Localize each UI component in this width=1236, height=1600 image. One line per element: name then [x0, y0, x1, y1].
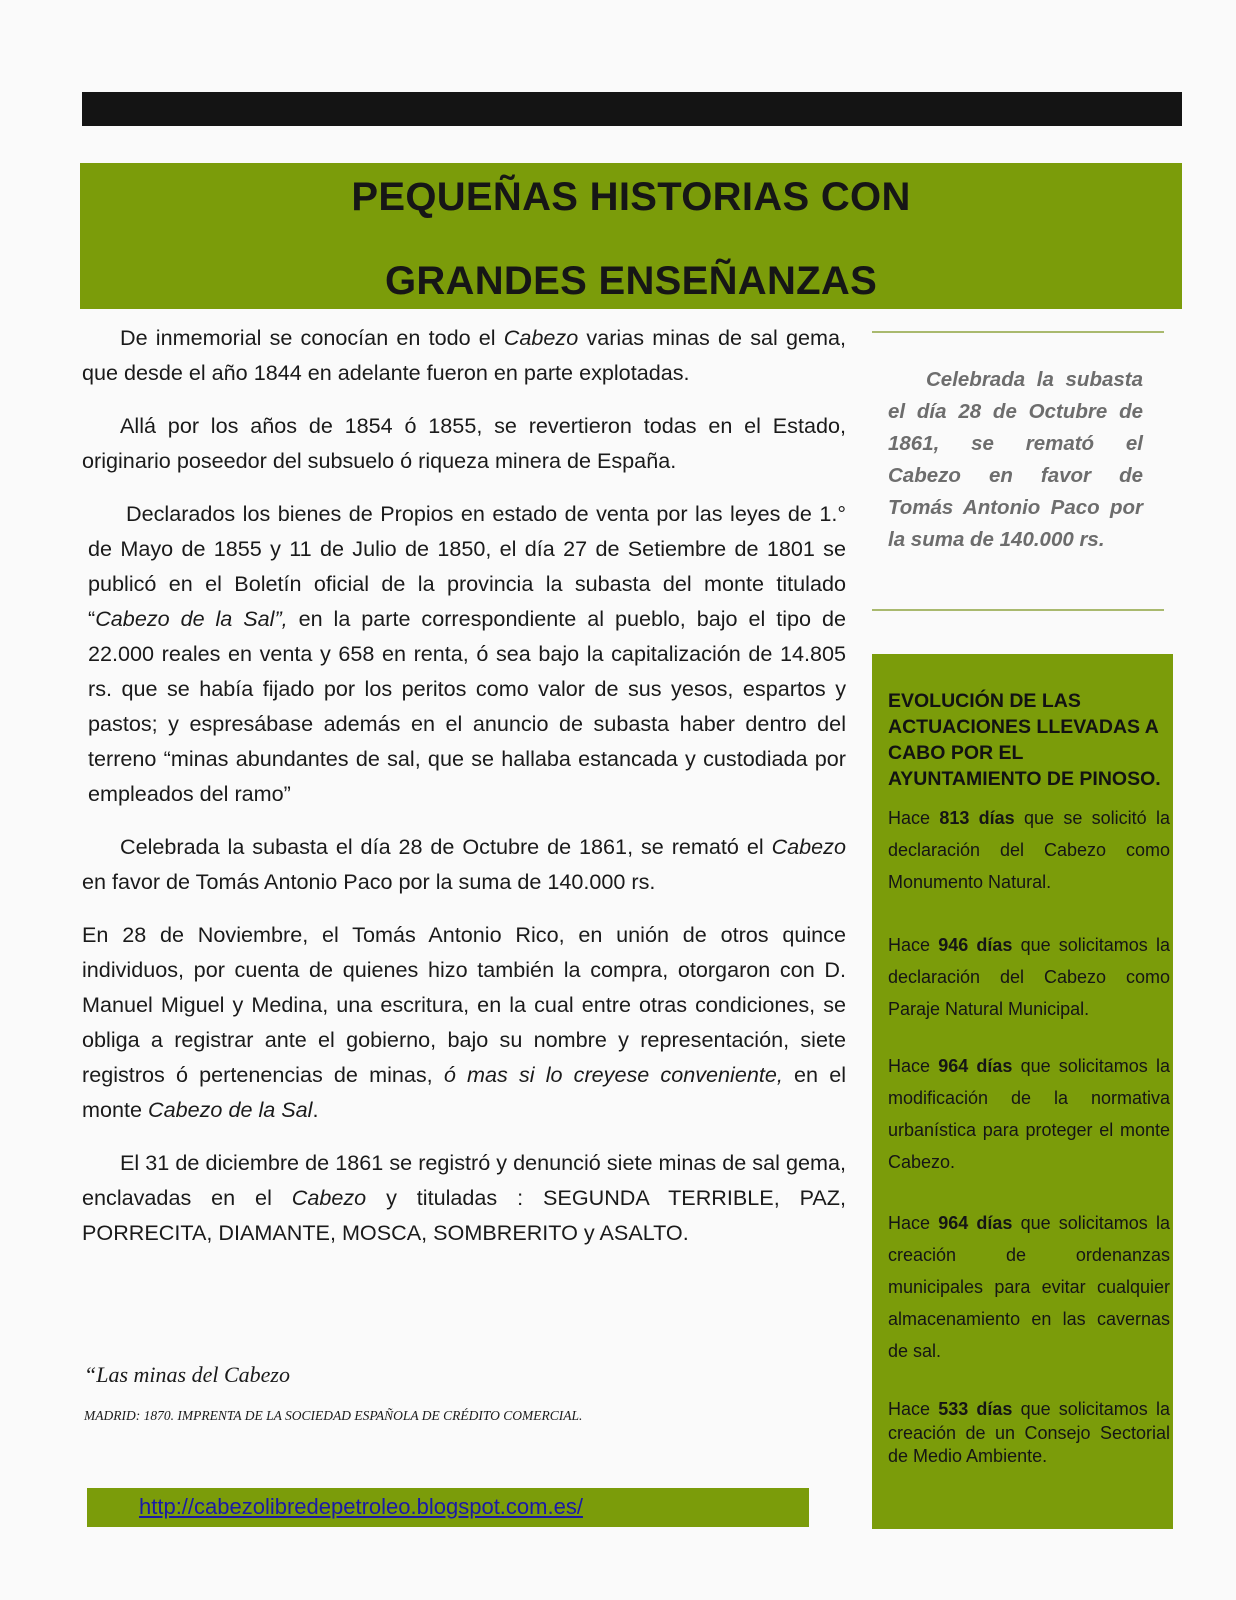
top-black-bar: [82, 92, 1182, 126]
article-paragraph-2: Allá por los años de 1854 ó 1855, se revertieron todas en el Estado, originario poseedor del subsuelo ó riqueza minera de España.: [82, 413, 846, 473]
article-body: [82, 320, 846, 1268]
sidebar-item: Hace 964 días que solicitamos la creación de ordenanzas municipales para evitar cualquier almacenamiento en las cavernas de sal.: [888, 1213, 1170, 1361]
url-banner: [87, 1488, 809, 1527]
sidebar-heading: EVOLUCIÓN DE LAS ACTUACIONES LLEVADAS A CABO POR EL AYUNTAMIENTO DE PINOSO.: [888, 690, 1161, 790]
article-paragraph-4: Celebrada la subasta el día 28 de Octubre de 1861, se remató el Cabezo en favor de Tomás Antonio Paco por la suma de 140.000 rs.: [82, 834, 846, 894]
source-title: “Las minas del Cabezo: [84, 1362, 290, 1387]
actions-sidebar: [872, 654, 1173, 1529]
pull-quote: Celebrada la subasta el día 28 de Octubre de 1861, se remató el Cabezo en favor de Tomás Antonio Paco por la suma de 140.000 rs.: [888, 368, 1143, 551]
sidebar-item: Hace 964 días que solicitamos la modificación de la normativa urbanística para proteger el monte Cabezo.: [888, 1056, 1170, 1172]
page-title-line-1: PEQUEÑAS HISTORIAS CON: [351, 175, 911, 219]
sidebar-item: Hace 813 días que se solicitó la declaración del Cabezo como Monumento Natural.: [888, 808, 1170, 892]
article-paragraph-3: Declarados los bienes de Propios en estado de venta por las leyes de 1.° de Mayo de 1855 y 11 de Julio de 1850, el día 27 de Setiembre de 1801 se publicó en el Boletín oficial de la provincia la subasta del monte titulado “Cabezo de la Sal”, en la parte correspondiente al pueblo, bajo el tipo de 22.000 reales en venta y 658 en renta, ó sea bajo la capitalización de 14.805 rs. que se había fijado por los peritos como valor de sus yesos, espartos y pastos; y espresábase además en el anuncio de subasta haber dentro del terreno “minas abundantes de sal, que se hallaba estancada y custodiada por empleados del ramo”: [88, 501, 846, 806]
blog-link[interactable]: http://cabezolibredepetroleo.blogspot.com.es/: [139, 1494, 583, 1519]
article-paragraph-5: En 28 de Noviembre, el Tomás Antonio Rico, en unión de otros quince individuos, por cuenta de quienes hizo también la compra, otorgaron con D. Manuel Miguel y Medina, una escritura, en la cual entre otras condiciones, se obliga a registrar ante el gobierno, bajo su nombre y representación, siete registros ó pertenencias de minas, ó mas si lo creyese conveniente, en el monte Cabezo de la Sal.: [82, 922, 847, 1122]
article-paragraph-6: El 31 de diciembre de 1861 se registró y denunció siete minas de sal gema, enclavadas en el Cabezo y tituladas : SEGUNDA TERRIBLE, PAZ, PORRECITA, DIAMANTE, MOSCA, SOMBRERITO y ASALTO.: [82, 1150, 846, 1245]
title-banner: [80, 163, 1182, 309]
article-paragraph-1: De inmemorial se conocían en todo el Cabezo varias minas de sal gema, que desde el año 1844 en adelante fueron en parte explotadas.: [82, 325, 846, 385]
sidebar-item: Hace 946 días que solicitamos la declaración del Cabezo como Paraje Natural Municipal.: [888, 935, 1170, 1019]
page-title-line-2: GRANDES ENSEÑANZAS: [384, 259, 878, 303]
quote-bottom-divider: [872, 609, 1164, 611]
quote-top-divider: [872, 331, 1164, 333]
source-imprint: MADRID: 1870. IMPRENTA DE LA SOCIEDAD ESPAÑOLA DE CRÉDITO COMERCIAL.: [84, 1408, 583, 1423]
sidebar-item: Hace 533 días que solicitamos la creación de un Consejo Sectorial de Medio Ambiente.: [888, 1399, 1170, 1466]
source-citation: [84, 1362, 804, 1424]
